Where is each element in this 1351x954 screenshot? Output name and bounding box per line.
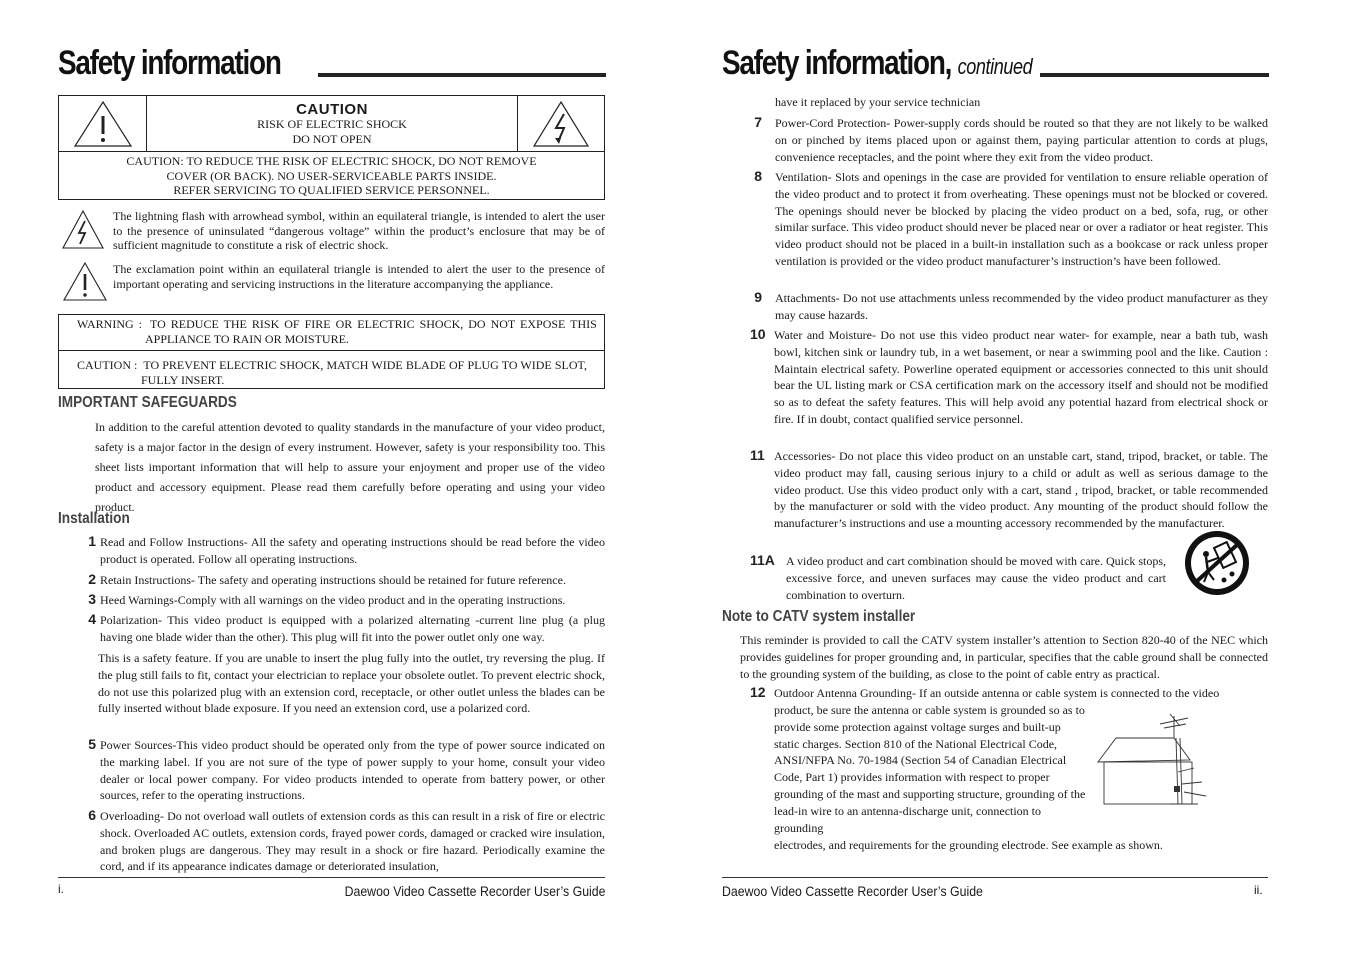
- item-number: 1: [88, 533, 96, 549]
- cart-tipover-icon: [1184, 530, 1250, 596]
- left-page: [0, 0, 675, 954]
- caution2-line2: FULLY INSERT.: [141, 372, 225, 387]
- item-number: 9: [754, 289, 762, 305]
- item-number: 8: [754, 168, 762, 184]
- caution-right-cell: [517, 96, 604, 152]
- important-safeguards-text: In addition to the careful attention devoted to quality standards in the manufacture of your video product, safety is a major factor in the design of every instrument. However, safety is your responsibility too. This sheet lists important information that will help to assure your enjoyment and proper use of the video product and accessory equipment. Please read them carefully before operating and using your video product.: [95, 420, 605, 514]
- exclamation-explanation: The exclamation point within an equilateral triangle is intended to alert the user to the presence of important operating and servicing instructions in the literature accompanying the appliance.: [113, 262, 605, 291]
- lightning-explanation: The lightning flash with arrowhead symbol, within an equilateral triangle, is intended to alert the user to the presence of uninsulated “dangerous voltage” within the product’s enclosure that may be of sufficient magnitude to constitute a risk of electric shock.: [113, 209, 605, 252]
- installation-heading: Installation: [58, 510, 130, 527]
- list-item: Power-Cord Protection- Power-supply cords should be routed so that they are not likely to be walked on or pinched by items placed upon or against them, paying particular attention to cords at plugs, convenience receptacles, and the point where they exit from the video product.: [775, 116, 1268, 164]
- item-number: 10: [750, 326, 766, 342]
- warning-box: [58, 314, 605, 389]
- caution-body-line: COVER (OR BACK). NO USER-SERVICEABLE PARTS INSIDE.: [166, 168, 497, 183]
- footer-rule: [722, 877, 1268, 878]
- item-number: 2: [88, 571, 96, 587]
- caution-line1: RISK OF ELECTRIC SHOCK: [257, 117, 407, 131]
- item-number: 6: [88, 807, 96, 823]
- page-title: [722, 44, 1032, 83]
- page-number: i.: [58, 882, 64, 896]
- item-12-last-line: electrodes, and requirements for the grounding electrode. See example as shown.: [774, 838, 1163, 852]
- list-item: Power Sources-This video product should be operated only from the type of power source indicated on the marking label. If you are not sure of the type of power supply to your home, consult your video dealer or local power company. For video products intended to operate from battery power, or other sources, refer to the operating instructions.: [100, 738, 605, 803]
- warning-divider: [59, 350, 604, 351]
- exclamation-triangle-icon: [59, 96, 147, 152]
- catv-heading: Note to CATV system installer: [722, 608, 916, 625]
- caution-body: [59, 154, 604, 198]
- page-title-main: Safety information,: [722, 44, 952, 82]
- caution-plug-notice: [77, 358, 587, 387]
- right-page: [676, 0, 1351, 954]
- item-12-text: product, be sure the antenna or cable system is grounded so as to provide some protection against voltage surges and built-up static charges. Section 810 of the National Electrical Code, ANSI/NFPA No. 70-1984 (Section 54 of Canadian Electrical Code, Part 1) provides information with respect to proper grounding of the mast and supporting structure, grounding of the lead-in wire to an antenna-discharge unit, connection to grounding: [774, 703, 1086, 835]
- item-number: 11A: [750, 552, 775, 568]
- warning-line1: TO REDUCE THE RISK OF FIRE OR ELECTRIC SHOCK, DO NOT EXPOSE THIS: [150, 317, 597, 331]
- list-item: Attachments- Do not use attachments unless recommended by the video product manufacturer as they may cause hazards.: [775, 291, 1268, 322]
- page-title: Safety information: [58, 44, 281, 82]
- warning-line2: APPLIANCE TO RAIN OR MOISTURE.: [145, 331, 349, 346]
- page-title-continued: continued: [957, 54, 1033, 79]
- list-item: Overloading- Do not overload wall outlets of extension cords as this can result in a risk of fire or electric shock. Overloaded AC outlets, extension cords, frayed power cords, damaged or cracked wire insulation, and broken plugs are dangerous. They may result in a shock or fire hazard. Periodically examine the cord, and if its appearance indicates damage or deteriorated insulation,: [100, 809, 605, 874]
- page-number: ii.: [1254, 883, 1263, 897]
- list-item: [786, 553, 1166, 603]
- item-12-first-line: Outdoor Antenna Grounding- If an outside antenna or cable system is connected to the video: [774, 686, 1220, 700]
- item-number: 3: [88, 591, 96, 607]
- caution-line2: DO NOT OPEN: [292, 131, 372, 146]
- list-item: Ventilation- Slots and openings in the case are provided for ventilation to ensure reliable operation of the video product and to protect it from overheating. These openings must not be blocked or covered. The openings should never be blocked by placing the video product on a bed, sofa, rug, or other similar surface. This video product should never be placed near or over a radiator or heat register. This video product should not be placed in a built-in installation such as a bookcase or rack unless proper ventilation is provided or the video product manufacturer’s instruction’s have been followed.: [775, 170, 1268, 268]
- footer-text: Daewoo Video Cassette Recorder User’s Guide: [344, 883, 605, 899]
- item-number: 5: [88, 736, 96, 752]
- item-11a-text: A video product and cart combination should be moved with care. Quick stops, excessive force, and uneven surfaces may cause the video product and cart combination to overturn.: [786, 554, 1166, 602]
- caution2-label: CAUTION :: [77, 358, 138, 372]
- list-item: Accessories- Do not place this video product on an unstable cart, stand, tripod, bracket, or table. The video product may fall, causing serious injury to a child or adult as well as serious damage to the video product. Use this video product only with a cart, stand , tripod, bracket, or table recommended by the manufacturer or sold with the video product. Any mounting of the product should follow the manufacturer’s instructions and use a mounting accessory recommended by the manufacturer.: [774, 449, 1268, 531]
- caution2-line1: TO PREVENT ELECTRIC SHOCK, MATCH WIDE BLADE OF PLUG TO WIDE SLOT,: [143, 358, 587, 372]
- caution-left-cell: [59, 96, 147, 152]
- caution-center-cell: [147, 96, 517, 152]
- warning-notice: [77, 317, 597, 346]
- footer-text: Daewoo Video Cassette Recorder User’s Guide: [722, 883, 983, 899]
- list-item-continued: This is a safety feature. If you are unable to insert the plug fully into the outlet, try reversing the plug. If the plug still fails to fit, contact your electrician to replace your obsolete outlet. To prevent electric shock, do not use this polarized plug with an extension cord, receptacle, or other outlet unless the blades can be fully inserted without blade exposure. If you need an extension cord, use a polarized cord.: [98, 651, 605, 716]
- title-rule: [318, 73, 606, 77]
- exclamation-triangle-icon: [60, 260, 110, 304]
- caution-body-line: REFER SERVICING TO QUALIFIED SERVICE PERSONNEL.: [173, 183, 490, 197]
- lightning-triangle-icon: [518, 96, 605, 152]
- list-item: Polarization- This video product is equipped with a polarized alternating -current line plug (a plug having one blade wider than the other). This plug will fit into the power outlet only one way.: [100, 613, 605, 644]
- caution-body-line: CAUTION: TO REDUCE THE RISK OF ELECTRIC SHOCK, DO NOT REMOVE: [126, 154, 537, 168]
- item-number: 11: [750, 447, 765, 463]
- footer-rule: [58, 877, 605, 878]
- important-safeguards-heading: IMPORTANT SAFEGUARDS: [58, 394, 237, 411]
- list-item: Read and Follow Instructions- All the safety and operating instructions should be read before the video product is operated. Follow all operating instructions.: [100, 535, 605, 566]
- catv-text: This reminder is provided to call the CATV system installer’s attention to Section 820-40 of the NEC which provides guidelines for proper grounding and, in particular, specifies that the cable ground shall be connected to the grounding system of the building, as close to the point of cable entry as practical.: [740, 633, 1268, 681]
- antenna-grounding-diagram: [1094, 712, 1214, 812]
- lightning-triangle-icon: [60, 208, 106, 252]
- continuation-text: have it replaced by your service technician: [775, 95, 981, 109]
- caution-box: [58, 95, 605, 200]
- item-number: 4: [88, 611, 96, 627]
- item-number: 12: [750, 684, 766, 700]
- list-item: Retain Instructions- The safety and operating instructions should be retained for future reference.: [100, 573, 566, 587]
- item-number: 7: [754, 114, 762, 130]
- warning-label: WARNING :: [77, 317, 142, 331]
- list-item: Water and Moisture- Do not use this video product near water- for example, near a bath tub, wash bowl, kitchen sink or laundry tub, in a wet basement, or near a swimming pool and the like. Caution : Maintain electrical safety. Powerline operated equipment or accessories connected to this unit should bear the UL listing mark or CSA certification mark on the accessory itself and should not be modified so as to defeat the safety features. This will help avoid any potential hazard from electrical shock or fire. If in doubt, contact qualified service personnel.: [774, 328, 1268, 426]
- title-rule: [1040, 73, 1269, 77]
- list-item: Heed Warnings-Comply with all warnings on the video product and in the operating instructions.: [100, 593, 566, 607]
- caution-heading: CAUTION: [296, 101, 368, 118]
